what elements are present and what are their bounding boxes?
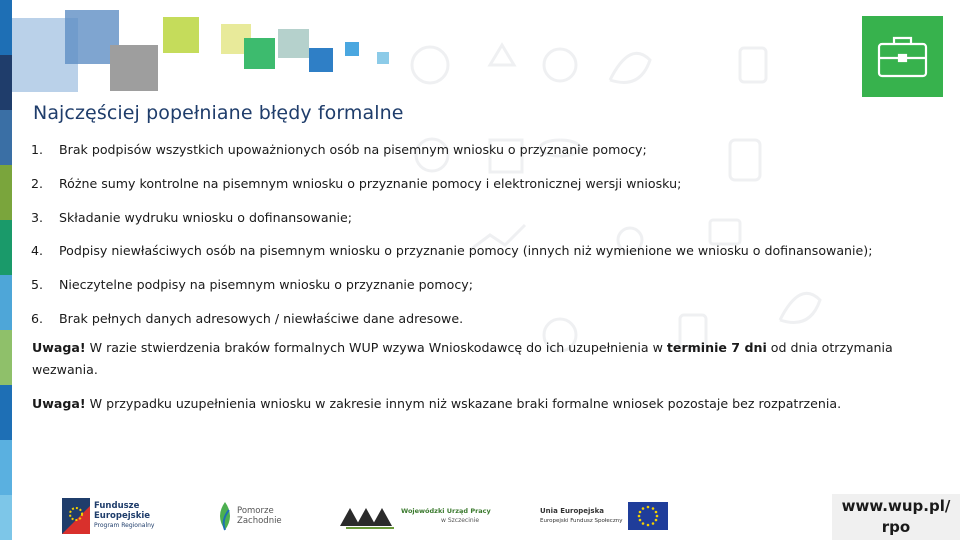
fe-line3: Program Regionalny [94, 522, 155, 529]
item-text: Różne sumy kontrolne na pisemnym wniosku o przyznanie pomocy i elektronicznej wersji wniosku; [59, 175, 682, 191]
note-deadline-bold: terminie 7 dni [666, 340, 767, 355]
fe-logo-icon [62, 498, 90, 534]
fe-line1: Fundusze [94, 501, 140, 511]
unia-europejska-logo [540, 496, 668, 536]
ue-line2: Europejski Fundusz Społeczny [540, 518, 623, 524]
pomorze-line1: Pomorze [237, 506, 274, 516]
propeller-icon [490, 45, 514, 65]
error-list [31, 142, 931, 345]
page-title: Najczęściej popełniane błędy formalne [33, 102, 404, 124]
note-text: W razie stwierdzenia braków formalnych WUP wzywa Wnioskodawcę do ich uzupełnienia w [85, 340, 667, 355]
list-item [31, 243, 931, 277]
item-text: Podpisy niewłaściwych osób na pisemnym wniosku o przyznanie pomocy (innych niż wymienione we wniosku o dofinansowanie); [59, 243, 873, 259]
pomorze-icon [215, 500, 235, 532]
list-item [31, 142, 931, 176]
note-label: Uwaga! [32, 396, 86, 411]
item-text: Brak podpisów wszystkich upoważnionych osób na pisemnym wniosku o przyznanie pomocy; [59, 142, 647, 157]
eu-flag-icon [628, 502, 668, 530]
fe-line2: Europejskie [94, 511, 151, 521]
wup-icon [338, 502, 398, 530]
leaf-icon [610, 53, 650, 82]
item-text: Brak pełnych danych adresowych / niewłaściwe dane adresowe. [59, 310, 464, 326]
wup-line2: w Szczecinie [441, 517, 480, 524]
list-item [31, 210, 931, 244]
tram-icon [740, 48, 766, 82]
url-line2[interactable]: rpo [881, 518, 911, 536]
note-text: W przypadku uzupełnienia wniosku w zakresie innym niż wskazane braki formalne wniosek pozostaje bez rozpatrzenia. [85, 396, 842, 411]
wup-line1: Wojewódzki Urząd Pracy [401, 507, 491, 515]
item-number: 3. [31, 209, 44, 225]
briefcase-icon [862, 16, 943, 97]
note-scope [32, 393, 922, 415]
fundusze-europejskie-logo [62, 496, 154, 536]
gear-icon [544, 49, 576, 81]
url-line1[interactable]: www.wup.pl/ [841, 497, 951, 515]
item-text: Składanie wydruku wniosku o dofinansowanie; [59, 209, 353, 225]
wup-logo [338, 496, 491, 536]
item-text: Nieczytelne podpisy na pisemnym wniosku o przyznanie pomocy; [59, 277, 473, 293]
item-number: 2. [31, 175, 44, 191]
pomorze-zachodnie-logo [215, 496, 282, 536]
list-item [31, 277, 931, 311]
item-number: 1. [31, 142, 44, 157]
pomorze-line2: Zachodnie [237, 516, 282, 526]
clock-icon [412, 47, 448, 83]
note-text: od dnia otrzymania wezwania. [32, 340, 893, 377]
list-item [31, 176, 931, 210]
item-number: 4. [31, 243, 44, 259]
note-label: Uwaga! [32, 340, 86, 355]
note-deadline [32, 337, 922, 381]
briefcase-tile [862, 16, 943, 97]
item-number: 5. [31, 277, 44, 293]
url-box[interactable] [832, 494, 960, 540]
ue-line1: Unia Europejska [540, 507, 604, 515]
item-number: 6. [31, 310, 44, 326]
